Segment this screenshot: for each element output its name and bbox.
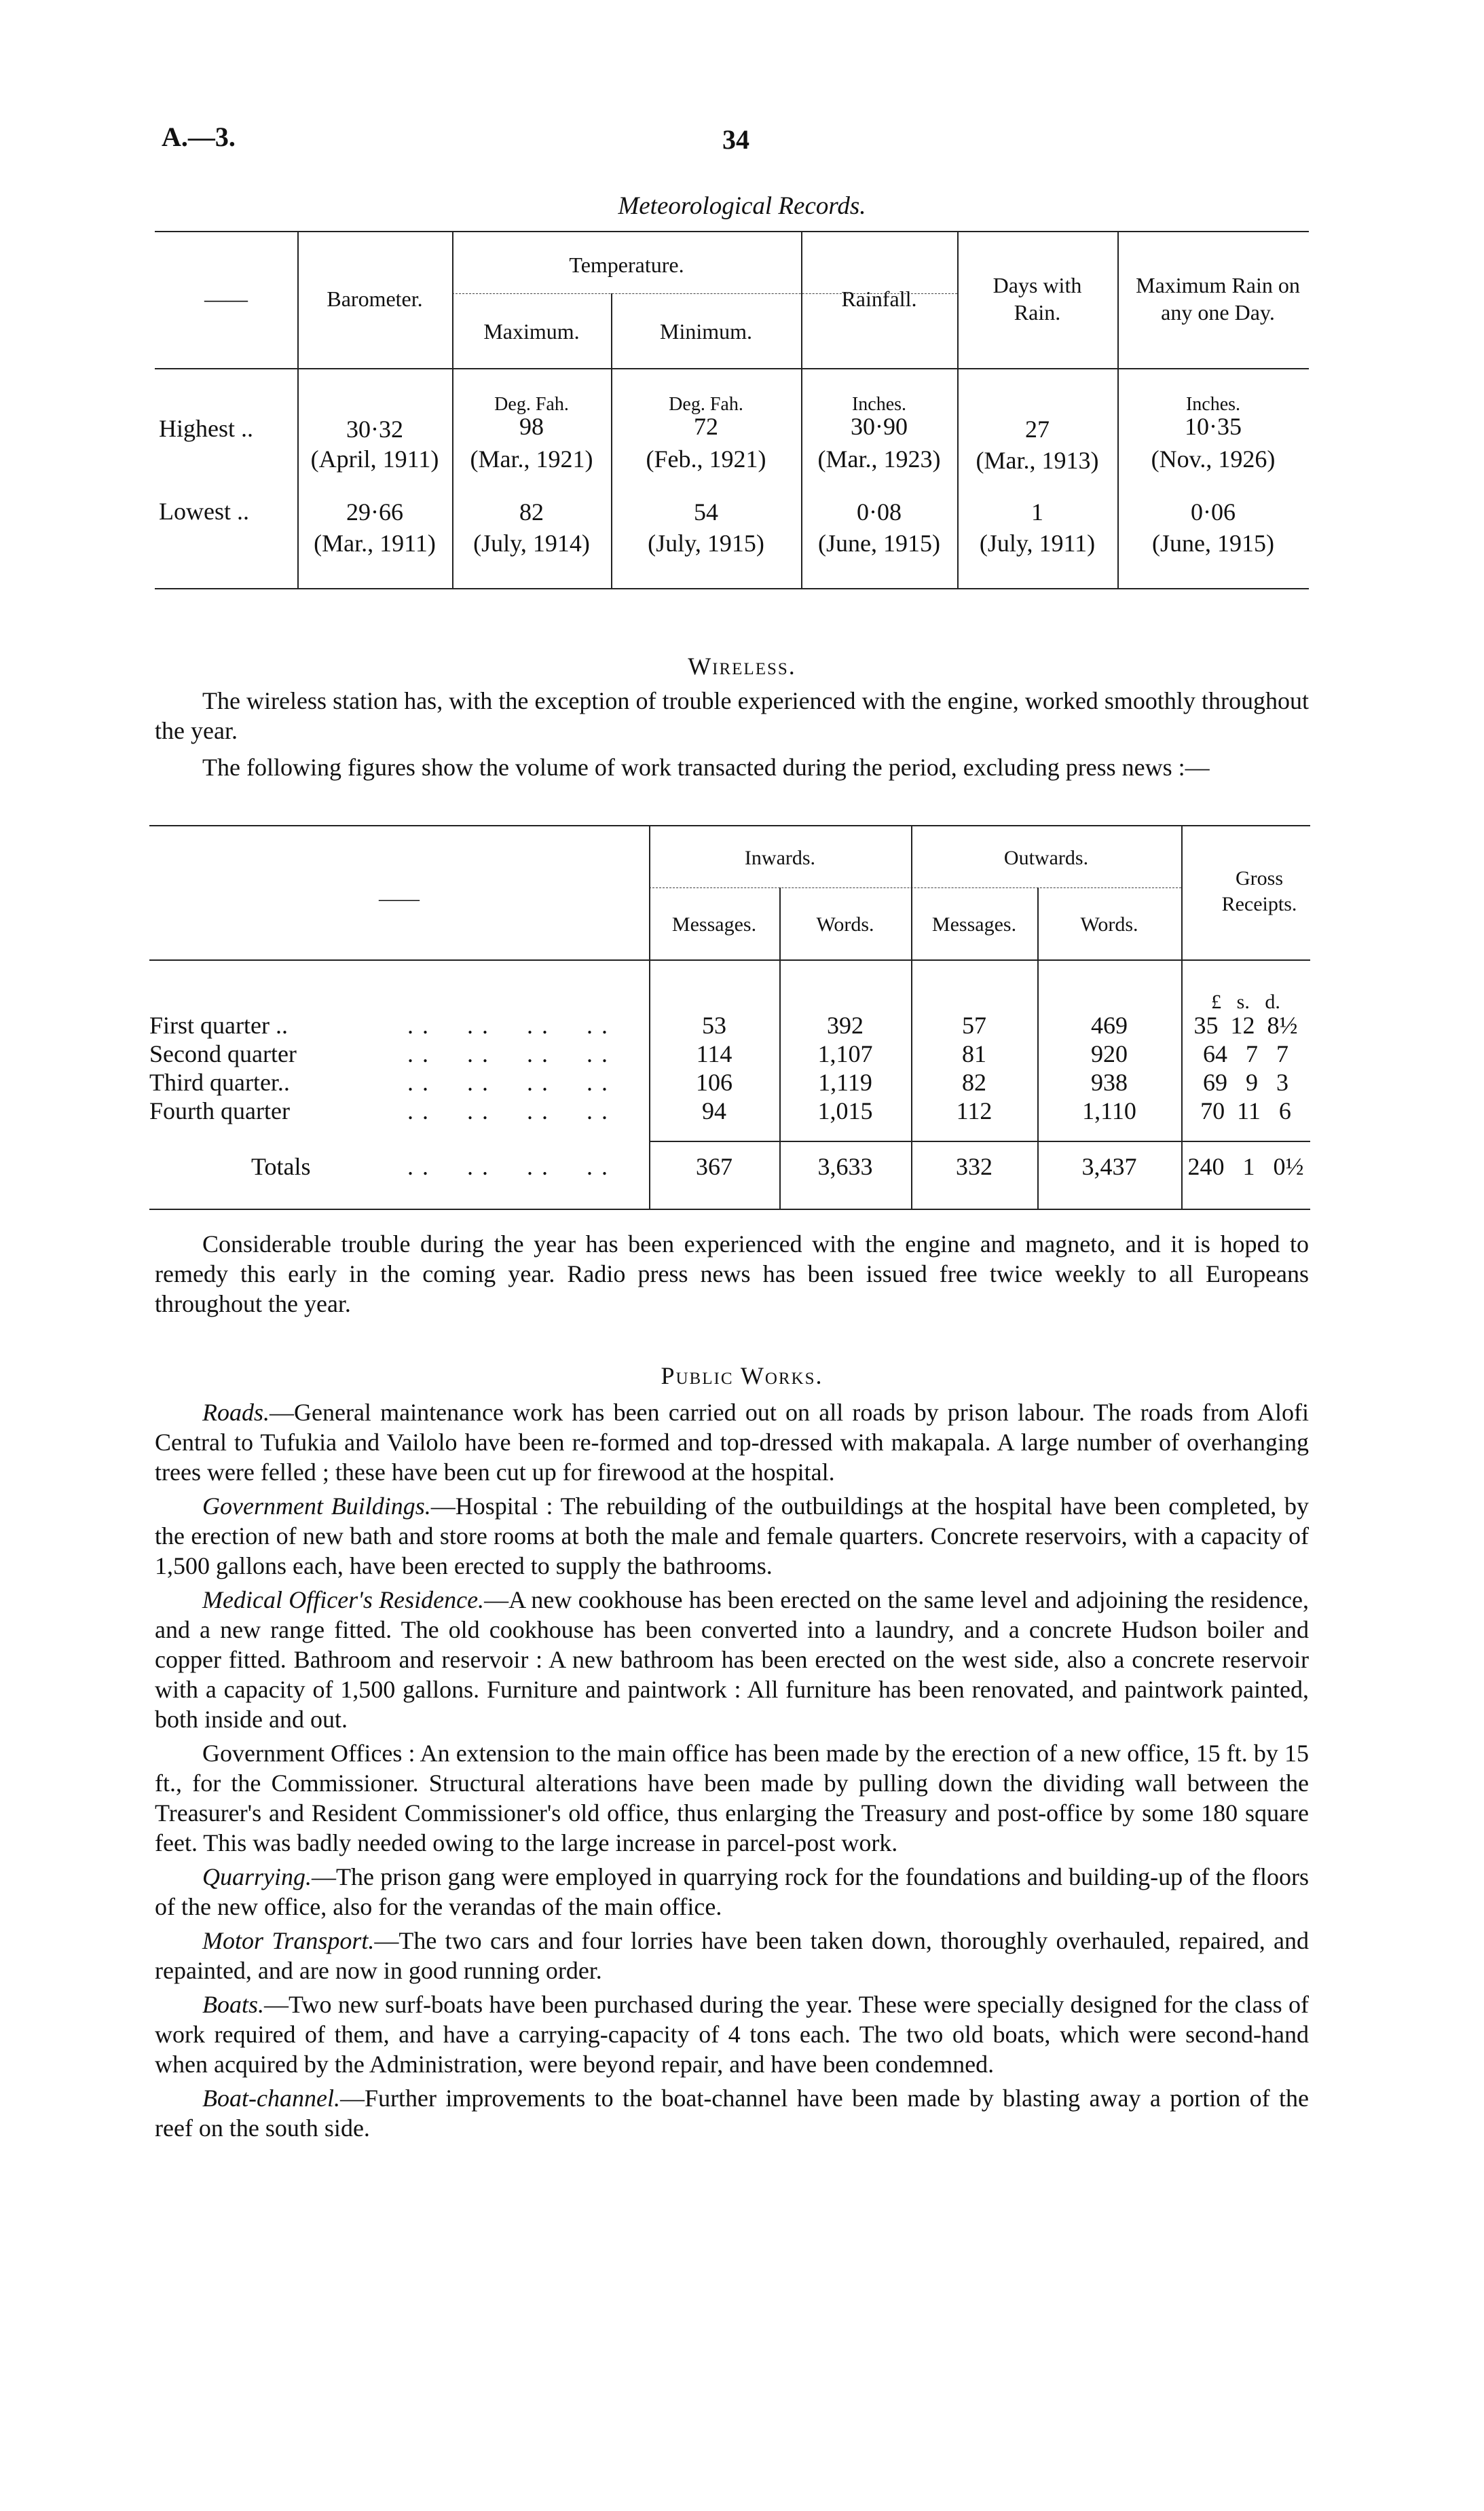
wt-cell: 1,110 (1082, 1097, 1136, 1124)
wt-row-dots: . . . . . . . . (407, 1040, 609, 1067)
wt-cell: 1,119 (818, 1069, 872, 1096)
wt-total-cell: 367 (696, 1153, 732, 1180)
wt-row-dots: . . . . . . . . (407, 1153, 609, 1180)
wt-cell: 938 (1091, 1069, 1128, 1096)
met-cell: 0·08 (857, 498, 902, 526)
met-cell: 30·32 (346, 416, 403, 443)
met-header-rainfall: Rainfall. (841, 287, 917, 311)
wt-row-dots: . . . . . . . . (407, 1069, 609, 1096)
wt-cell: 53 (702, 1012, 726, 1039)
pw-text: —Hospital : The rebuilding of the outbuildings at the hospital have been completed, by the erection of new bath and store rooms at both the male and female quarters. Concrete reservoirs, with a capacity of 1,500 gallons each, have been erected to supply the bathrooms. (155, 1492, 1309, 1579)
met-header-minimum: Minimum. (659, 319, 752, 344)
met-cell: (Mar., 1911) (314, 530, 436, 557)
pw-paragraph (155, 1491, 1309, 1581)
wt-cell: 57 (962, 1012, 986, 1039)
pw-text: —The two cars and four lorries have been taken down, thoroughly overhauled, repaired, and repainted, and are now in good running order. (155, 1927, 1309, 1984)
wt-cell: 70 11 6 (1200, 1097, 1291, 1124)
section-reference: A.—3. (162, 122, 236, 152)
wt-cell: 35 12 8½ (1193, 1012, 1298, 1039)
met-cell: 72 (694, 413, 718, 440)
public-works-body (155, 1397, 1309, 2147)
pw-paragraph (155, 2083, 1309, 2143)
wt-cell: 112 (956, 1097, 993, 1124)
wt-cell: 82 (962, 1069, 986, 1096)
met-header-maximum: Maximum. (483, 319, 580, 344)
wt-cell: 392 (827, 1012, 864, 1039)
wt-cell: 1,015 (817, 1097, 873, 1124)
wt-header-in-words: Words. (816, 913, 874, 936)
wt-header-inwards: Inwards. (744, 847, 816, 869)
pw-paragraph (155, 1990, 1309, 2079)
met-cell: (June, 1915) (818, 530, 940, 557)
wt-cell: 920 (1091, 1040, 1128, 1067)
wt-header-gross: Gross Receipts. (1221, 867, 1297, 915)
pw-lead: Boats. (202, 1991, 265, 2018)
wt-total-cell: 240 1 0½ (1187, 1153, 1304, 1180)
wt-row-label: First quarter .. (149, 1012, 288, 1039)
wt-cell: 106 (696, 1069, 732, 1096)
met-cell: (June, 1915) (1152, 530, 1274, 557)
met-row-label: Lowest .. (159, 498, 249, 525)
pw-paragraph (155, 1397, 1309, 1487)
met-header-days-with-rain: Days with Rain. (993, 273, 1082, 325)
met-cell: 82 (519, 498, 544, 526)
met-table-title: Meteorological Records. (618, 192, 866, 220)
pw-lead: Government Buildings. (202, 1492, 431, 1520)
pw-lead: Quarrying. (202, 1863, 312, 1890)
met-cell: (July, 1915) (648, 530, 764, 557)
wt-row-dots: . . . . . . . . (407, 1012, 609, 1039)
met-unit-rain: Inches. (851, 394, 907, 415)
met-cell: (April, 1911) (310, 445, 439, 473)
met-cell: 0·06 (1191, 498, 1236, 526)
met-unit-max: Deg. Fah. (494, 394, 569, 415)
met-cell: (Feb., 1921) (646, 445, 766, 473)
wt-header-out-words: Words. (1080, 913, 1138, 936)
wt-totals-label: Totals (251, 1153, 311, 1180)
wt-cell: 114 (696, 1040, 732, 1067)
wt-header-blank: —— (379, 887, 420, 910)
wt-cell: 1,107 (817, 1040, 873, 1067)
pw-text: —The prison gang were employed in quarrying rock for the foundations and building-up of the floors of the new office, also for the verandas of the main office. (155, 1863, 1309, 1920)
pw-paragraph (155, 1862, 1309, 1922)
wt-total-cell: 3,633 (817, 1153, 873, 1180)
met-cell: (Mar., 1923) (817, 445, 941, 473)
met-cell: (Mar., 1921) (470, 445, 593, 473)
wt-cell: 81 (962, 1040, 986, 1067)
pw-lead: Motor Transport. (202, 1927, 375, 1954)
met-cell: 10·35 (1185, 413, 1242, 440)
wt-cell: 69 9 3 (1203, 1069, 1288, 1096)
met-header-blank: —— (204, 287, 248, 311)
wt-total-cell: 332 (956, 1153, 993, 1180)
wt-row-label: Fourth quarter (149, 1097, 290, 1124)
wireless-table (149, 825, 1310, 1215)
wt-cell: 94 (702, 1097, 726, 1124)
public-works-title: Public Works. (661, 1362, 823, 1389)
met-cell: 27 (1025, 416, 1050, 443)
met-header-max-rain: Maximum Rain on any one Day. (1136, 273, 1300, 325)
pw-lead: Boat-channel. (202, 2085, 340, 2112)
wireless-title: Wireless. (688, 653, 796, 680)
wireless-para-2: The following figures show the volume of work transacted during the period, excluding press news :— (202, 754, 1210, 781)
met-header-temperature: Temperature. (569, 253, 684, 277)
pw-text: —General maintenance work has been carried out on all roads by prison labour. The roads from Alofi Central to Tufukia and Vailolo have been re-formed and top-dressed with makapala. A large number of overhanging trees were felled ; these have been cut up for firewood at the hospital. (155, 1399, 1309, 1486)
meteorological-table (155, 231, 1309, 589)
wt-header-in-messages: Messages. (671, 913, 757, 936)
wt-header-out-messages: Messages. (931, 913, 1017, 936)
met-cell: 30·90 (851, 413, 908, 440)
pw-lead: Roads. (202, 1399, 270, 1426)
met-cell: (Nov., 1926) (1151, 445, 1276, 473)
met-header-barometer: Barometer. (327, 287, 423, 311)
met-cell: 98 (519, 413, 544, 440)
met-unit-min: Deg. Fah. (669, 394, 743, 415)
met-row-label: Highest .. (159, 415, 253, 442)
pw-text: —Further improvements to the boat-channel have been made by blasting away a portion of the reef on the south side. (155, 2085, 1309, 2142)
wireless-para-3: Considerable trouble during the year has been experienced with the engine and magneto, and it is hoped to remedy this early in the coming year. Radio press news has been issued free twice weekly to all Europeans throughout the year. (155, 1230, 1309, 1317)
wt-row-label: Second quarter (149, 1040, 297, 1067)
wireless-para-1: The wireless station has, with the exception of trouble experienced with the engine, worked smoothly throughout the year. (155, 687, 1309, 744)
wt-row-label: Third quarter.. (149, 1069, 290, 1096)
pw-text: —Two new surf-boats have been purchased during the year. These were specially designed for the class of work required of them, and have a carrying-capacity of 4 tons each. The two old boats, which were second-hand when acquired by the Administration, were beyond repair, and have been condemned. (155, 1991, 1309, 2078)
wt-cell: 64 7 7 (1203, 1040, 1288, 1067)
pw-paragraph (155, 1738, 1309, 1858)
pw-lead: Medical Officer's Residence. (202, 1586, 485, 1613)
met-cell: (Mar., 1913) (976, 447, 1099, 474)
pw-text: Government Offices : An extension to the main office has been made by the erection of a new office, 15 ft. by 15 ft., for the Commissioner. Structural alterations have been made by pulling down the dividing wall between the Treasurer's and Resident Commissioner's old office, thus enlarging the Treasury and post-office by some 180 square feet. This was badly needed owing to the large increase in parcel-post work. (155, 1740, 1309, 1856)
met-cell: 54 (694, 498, 718, 526)
wt-header-outwards: Outwards. (1003, 847, 1089, 869)
met-cell: (July, 1914) (473, 530, 590, 557)
pw-paragraph (155, 1585, 1309, 1734)
met-cell: 1 (1031, 498, 1043, 526)
met-cell: 29·66 (346, 498, 403, 526)
met-cell: (July, 1911) (979, 530, 1096, 557)
met-unit-maxrain: Inches. (1185, 394, 1241, 415)
pw-text: —A new cookhouse has been erected on the same level and adjoining the residence, and a new range fitted. The old cookhouse has been converted into a laundry, and a concrete Hudson boiler and copper fitted. Bathroom and reservoir : A new bathroom has been erected on the west side, also a concrete reservoir with a capacity of 1,500 gallons. Furniture and paintwork : All furniture has been renovated, and paintwork painted, both inside and out. (155, 1586, 1309, 1733)
wt-header-lsd: £ s. d. (1211, 991, 1280, 1013)
wt-row-dots: . . . . . . . . (407, 1097, 609, 1124)
pw-paragraph (155, 1926, 1309, 1985)
wt-cell: 469 (1091, 1012, 1128, 1039)
page-number: 34 (722, 124, 749, 155)
wt-total-cell: 3,437 (1081, 1153, 1137, 1180)
